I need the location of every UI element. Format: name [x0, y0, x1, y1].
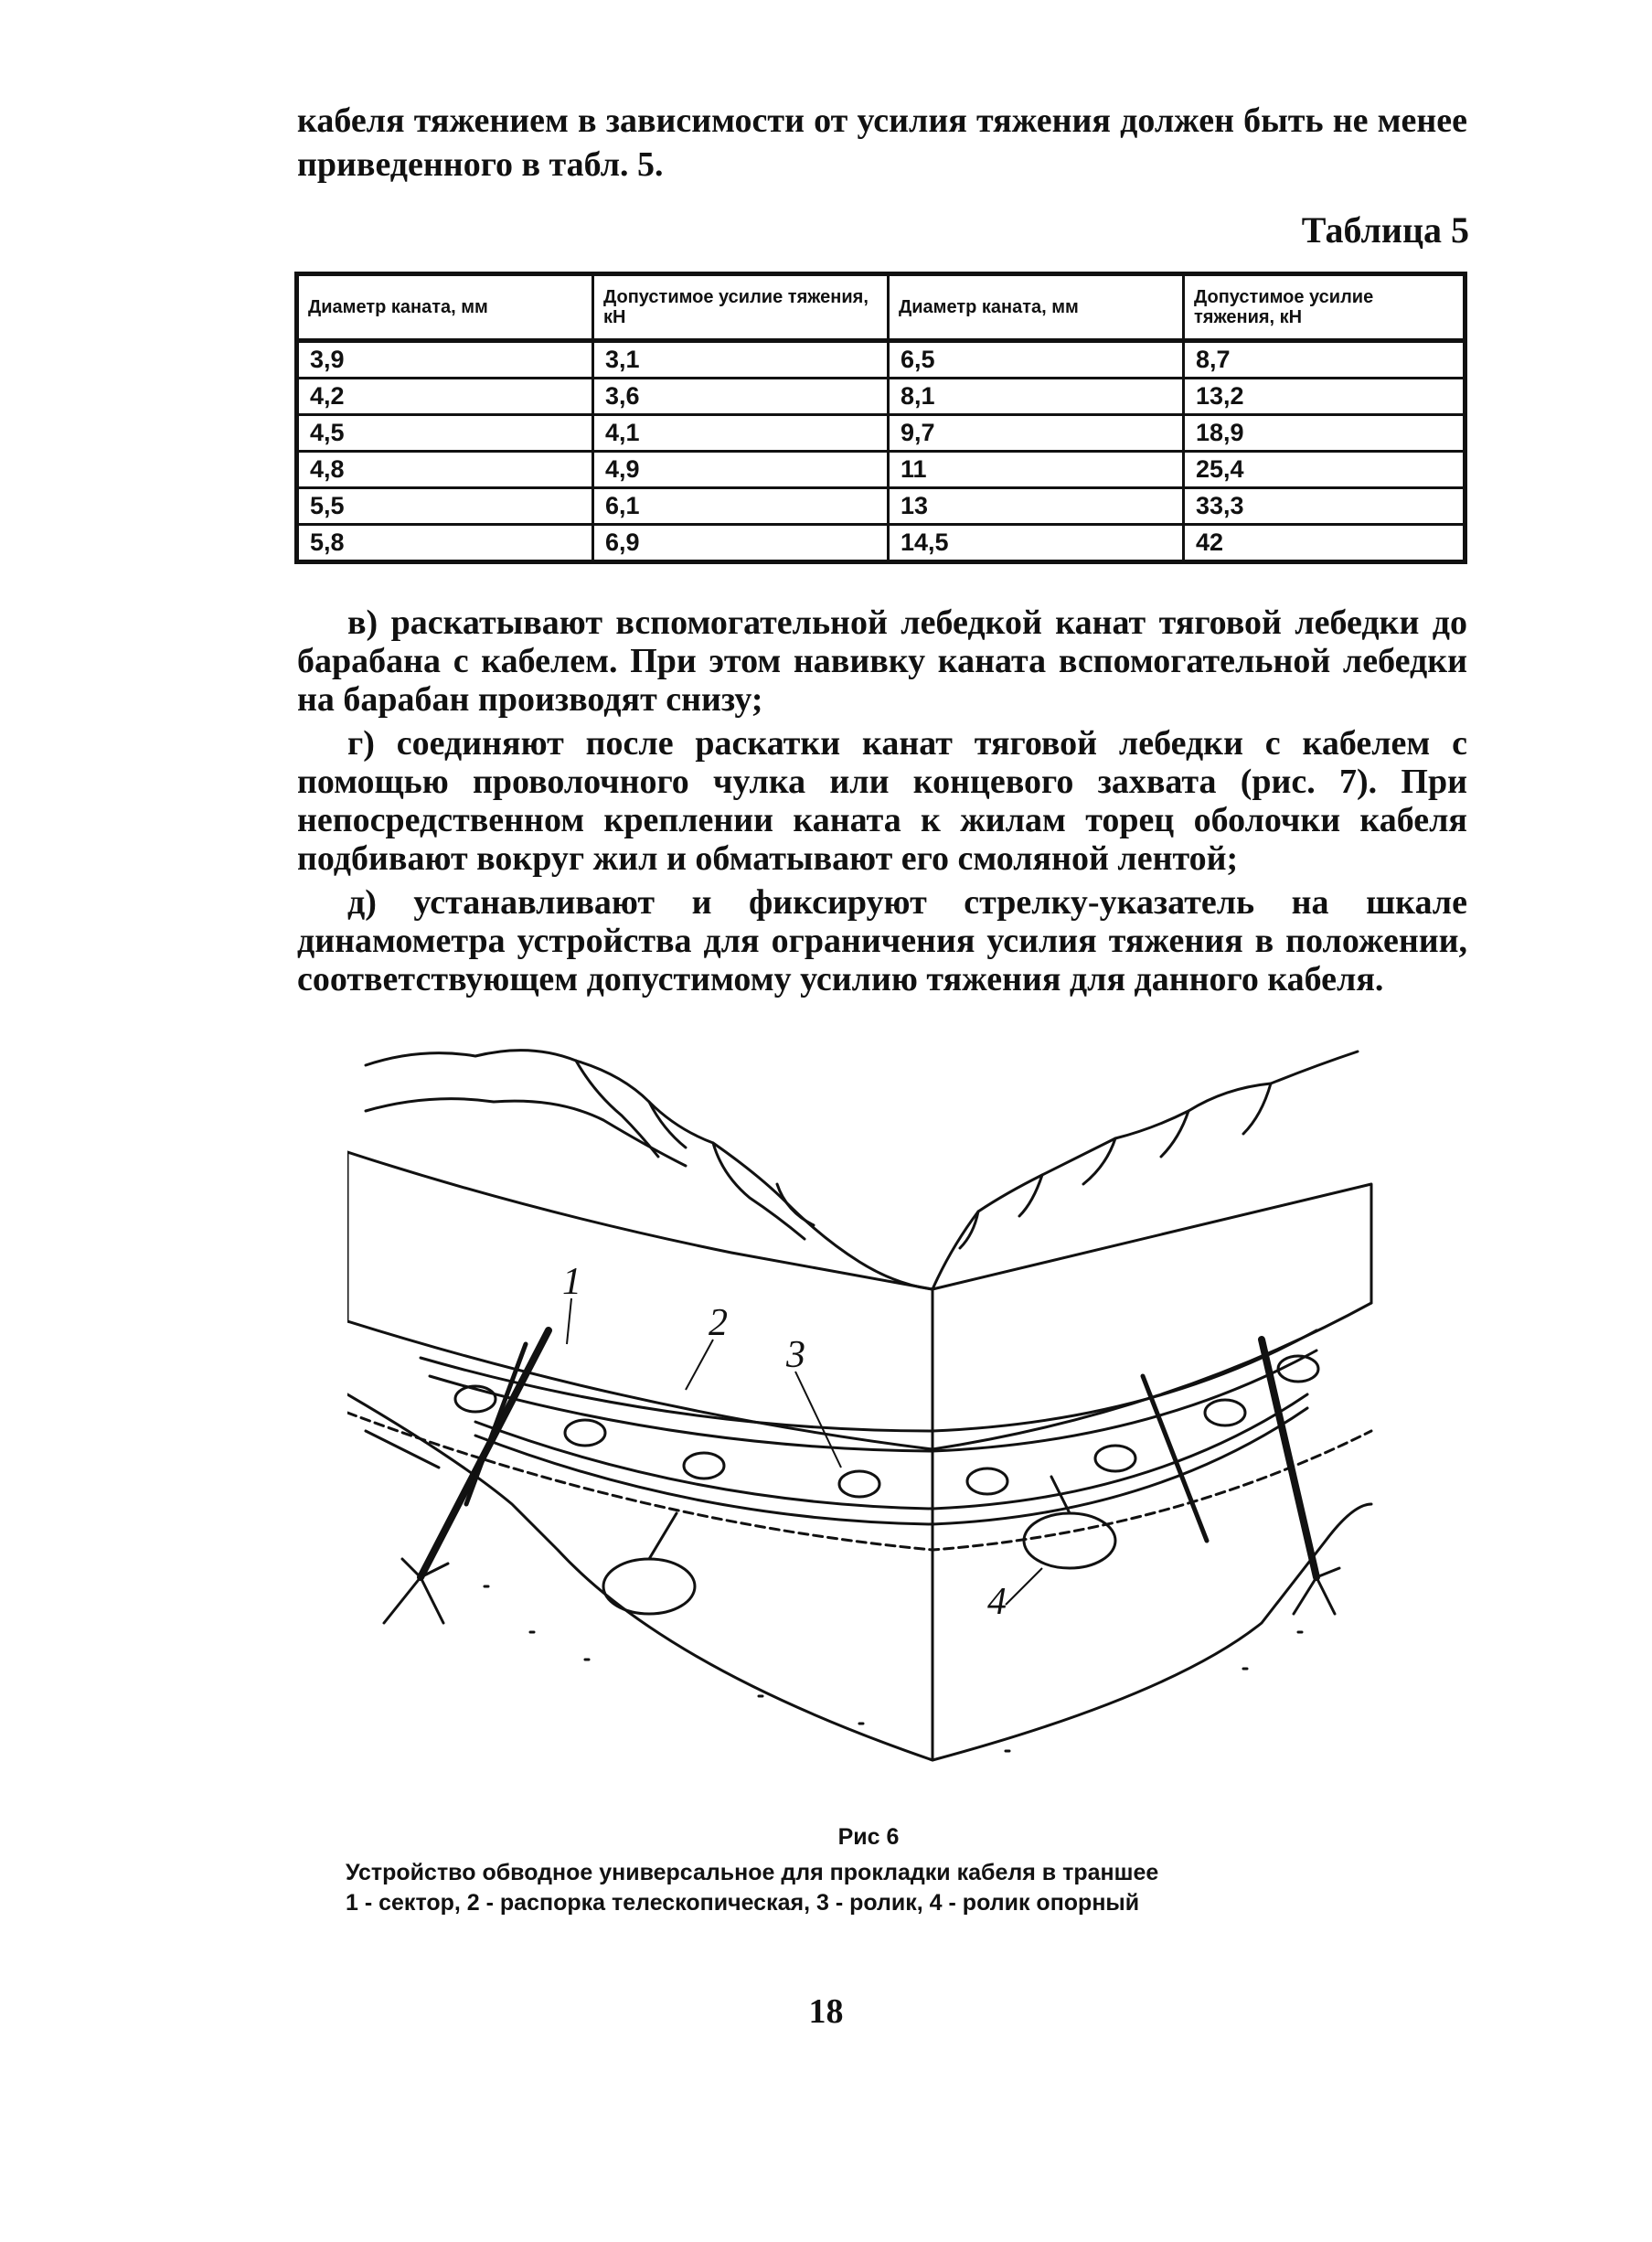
table-cell: 33,3	[1184, 488, 1465, 525]
table-cell: 6,9	[593, 525, 889, 562]
figure-label-2: 2	[709, 1302, 728, 1344]
trench-top-edge-right	[933, 1184, 1371, 1303]
table-cell: 14,5	[889, 525, 1184, 562]
table-cell: 4,1	[593, 415, 889, 452]
paragraph-g: г) соединяют после раскатки канат тяговой лебедки с кабелем с помощью проволочного чулка или концевого захвата (рис. 7). При непосредственном креплении каната к жилам торец оболочки кабеля подбивают вокруг жил и обматывают его смоляной лентой;	[297, 724, 1467, 878]
table-header-cell: Диаметр каната, мм	[297, 274, 593, 341]
figure-title: Устройство обводное универсальное для прокладки кабеля в траншее	[346, 1860, 1159, 1885]
table-title: Таблица 5	[1301, 209, 1469, 251]
table-row	[297, 341, 1465, 379]
table-cell: 3,1	[593, 341, 889, 379]
strut-right-2	[1143, 1376, 1207, 1541]
table-row	[297, 525, 1465, 562]
sector-rail-outer	[421, 1330, 1316, 1431]
cable-band	[347, 1413, 1371, 1550]
table-cell: 8,1	[889, 379, 1184, 415]
instruction-paragraphs	[297, 603, 1467, 1004]
table-cell: 11	[889, 452, 1184, 488]
figure-label-3: 3	[786, 1334, 805, 1376]
figure-number: Рис 6	[837, 1824, 900, 1850]
table-header-row	[297, 274, 1465, 341]
table-cell: 5,8	[297, 525, 593, 562]
figure-label-4: 4	[987, 1581, 1007, 1623]
support-roller-right	[1024, 1513, 1115, 1568]
rope-diameter-table	[294, 272, 1467, 564]
ground-right-ridge	[933, 1052, 1358, 1289]
table-cell: 42	[1184, 525, 1465, 562]
table-cell: 6,1	[593, 488, 889, 525]
strut-left-2	[466, 1344, 526, 1504]
table-cell: 9,7	[889, 415, 1184, 452]
ground-left-ridge	[366, 1051, 933, 1289]
support-roller-left	[603, 1559, 695, 1614]
page-number: 18	[808, 1992, 844, 2031]
table-cell: 4,8	[297, 452, 593, 488]
figure-legend: 1 - сектор, 2 - распорка телескопическая, 3 - ролик, 4 - ролик опорный	[346, 1890, 1140, 1916]
trench-top-edge-left	[347, 1152, 933, 1289]
table-header-cell: Допустимое усилие тяжения, кН	[1184, 274, 1465, 341]
table-cell: 4,9	[593, 452, 889, 488]
table-cell: 3,6	[593, 379, 889, 415]
table-cell: 25,4	[1184, 452, 1465, 488]
trench-device-illustration	[347, 1029, 1390, 1801]
table-row	[297, 379, 1465, 415]
table-header-cell: Диаметр каната, мм	[889, 274, 1184, 341]
figure-caption	[338, 1824, 1399, 1916]
table-row	[297, 488, 1465, 525]
table-cell: 18,9	[1184, 415, 1465, 452]
paragraph-v: в) раскатывают вспомогательной лебедкой канат тяговой лебедки до барабана с кабелем. При этом навивку каната вспомогательной лебедки на барабан производят снизу;	[297, 603, 1467, 719]
table-cell: 5,5	[297, 488, 593, 525]
table-cell: 4,2	[297, 379, 593, 415]
paragraph-d: д) устанавливают и фиксируют стрелку-указатель на шкале динамометра устройства для ограничения усилия тяжения в положении, соответствующем допустимому усилию тяжения для данного кабеля.	[297, 883, 1467, 998]
strut-right	[1262, 1340, 1316, 1577]
table-header-cell: Допустимое усилие тяжения, кН	[593, 274, 889, 341]
table-cell: 8,7	[1184, 341, 1465, 379]
table-cell: 13	[889, 488, 1184, 525]
figure-label-1: 1	[562, 1261, 581, 1303]
table-cell: 6,5	[889, 341, 1184, 379]
table-row	[297, 415, 1465, 452]
table-row	[297, 452, 1465, 488]
intro-paragraph: кабеля тяжением в зависимости от усилия тяжения должен быть не менее приведенного в табл. 5.	[297, 101, 1467, 184]
table-cell: 13,2	[1184, 379, 1465, 415]
table-cell: 3,9	[297, 341, 593, 379]
table-cell: 4,5	[297, 415, 593, 452]
sector-rail-inner	[430, 1351, 1316, 1451]
roller-group	[455, 1356, 1318, 1497]
